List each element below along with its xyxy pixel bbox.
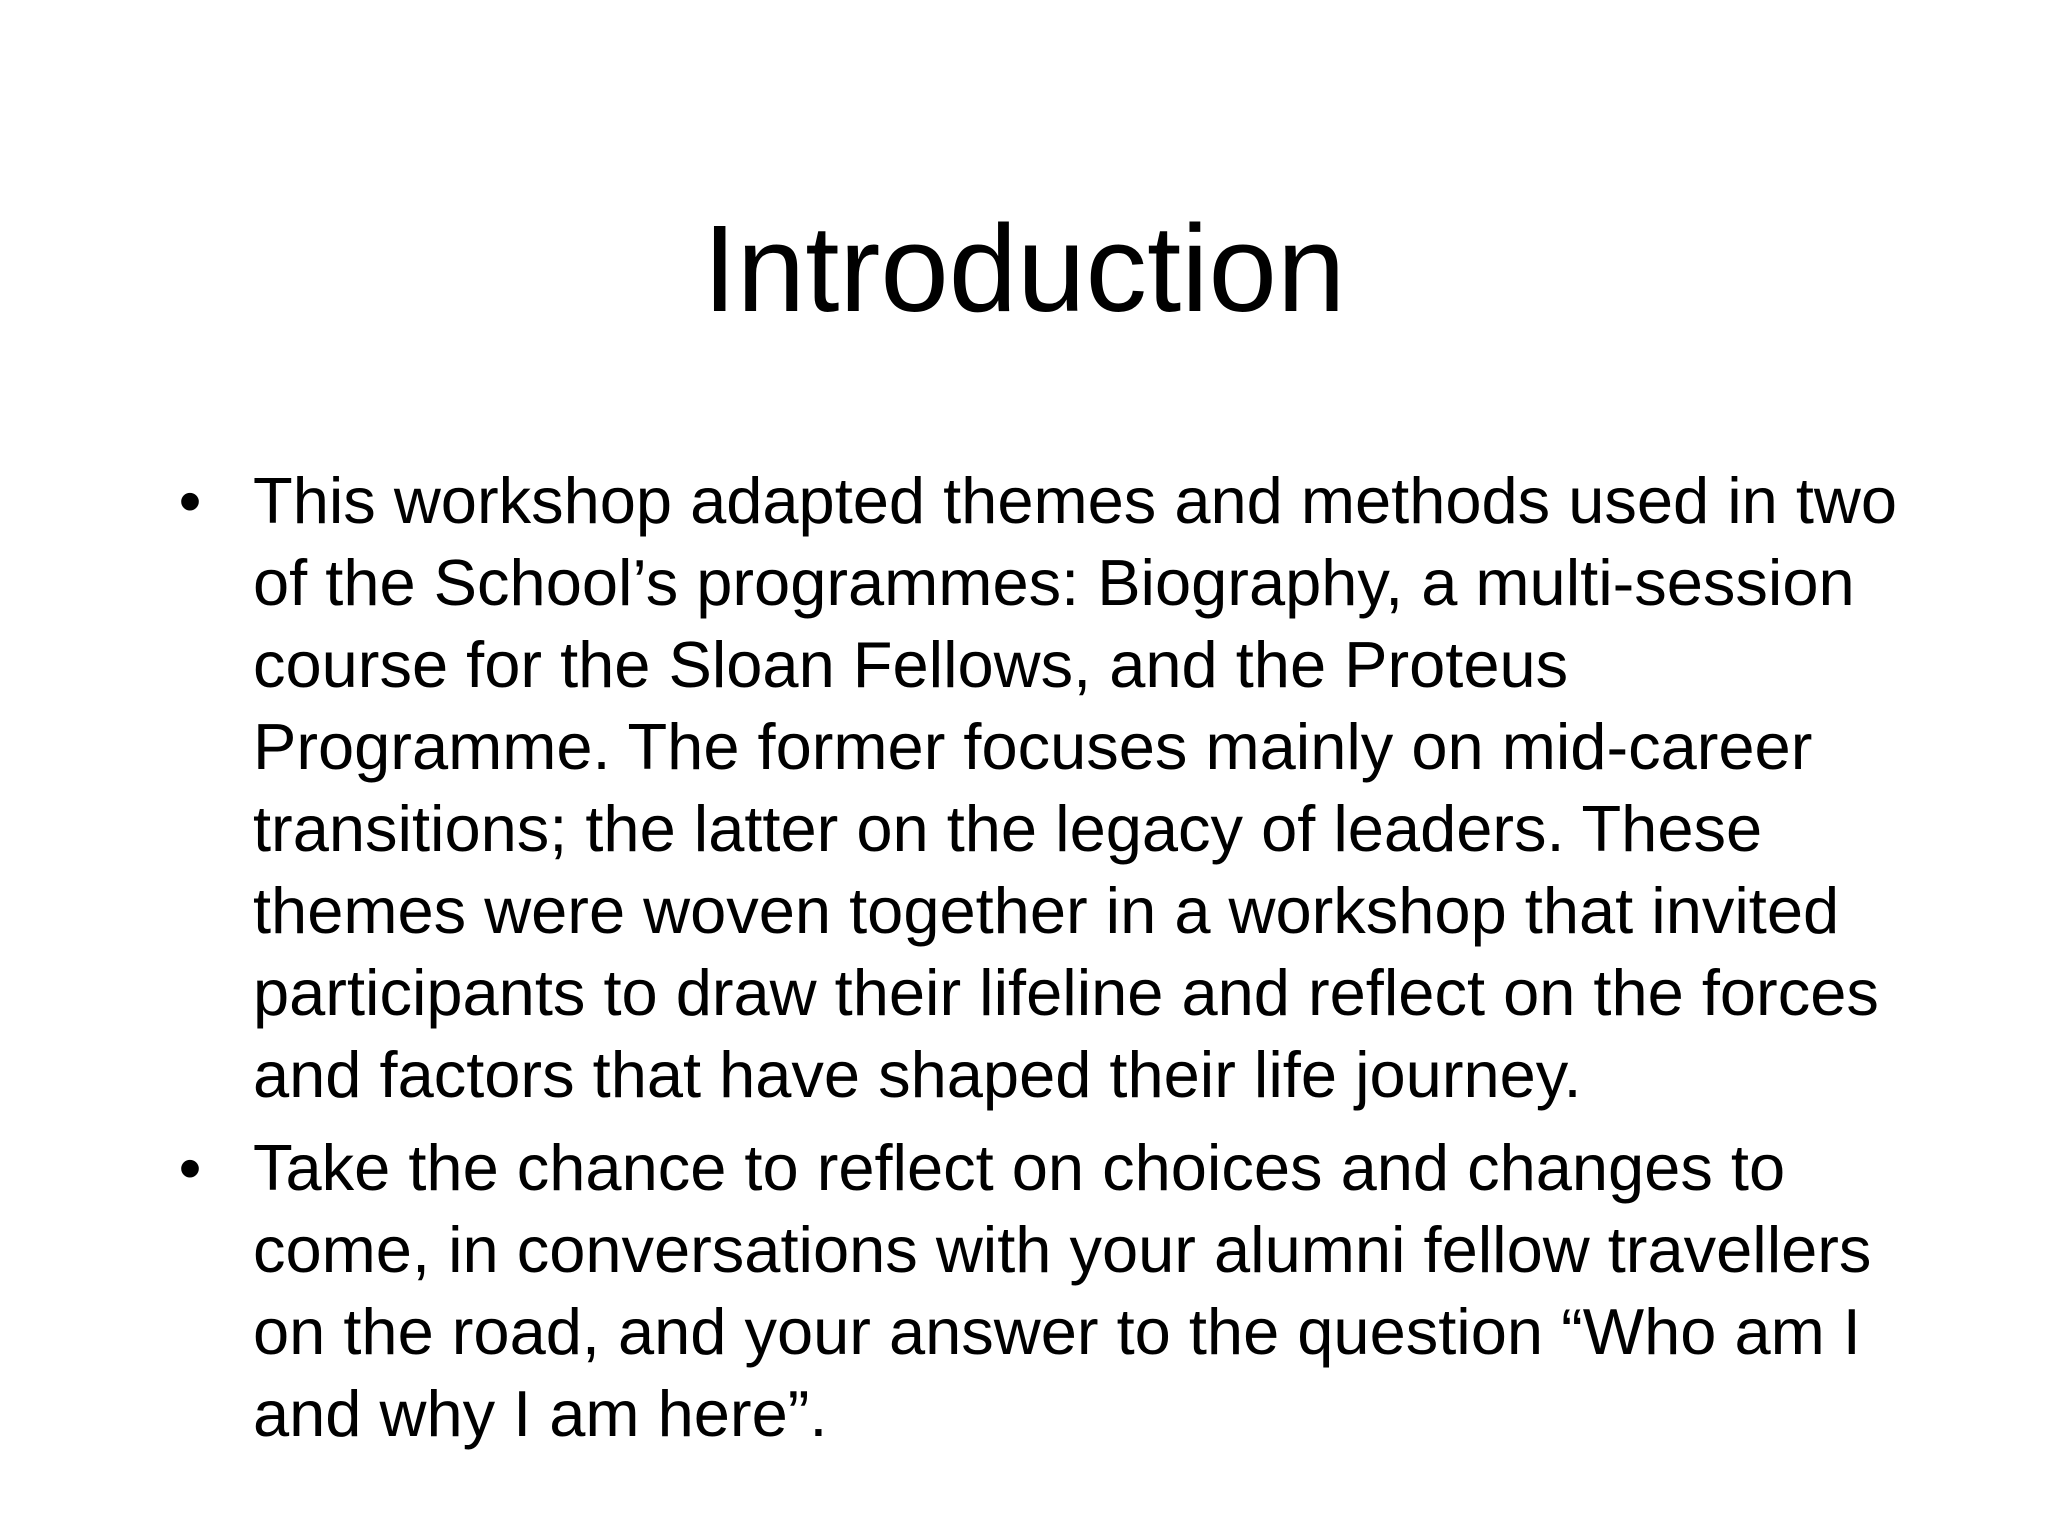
bullet-icon: • xyxy=(178,464,202,537)
bullet-list xyxy=(170,460,1930,1466)
bullet-text: Take the chance to reflect on choices and changes to come, in conversations with your alumni fellow travellers on the road, and your answer to the question “Who am I and why I am here”. xyxy=(253,1131,1872,1450)
bullet-text: This workshop adapted themes and methods used in two of the School’s programmes: Biography, a multi-session course for the Sloan Fellows, and the Proteus Programme. The former focuses mainly on mid-career transitions; the latter on the legacy of leaders. These themes were woven together in a workshop that invited participants to draw their lifeline and reflect on the forces and factors that have shaped their life journey. xyxy=(253,464,1898,1111)
slide-title: Introduction xyxy=(702,201,1346,338)
bullet-item xyxy=(170,460,1930,1116)
bullet-item xyxy=(170,1127,1930,1455)
bullet-icon: • xyxy=(178,1131,202,1204)
